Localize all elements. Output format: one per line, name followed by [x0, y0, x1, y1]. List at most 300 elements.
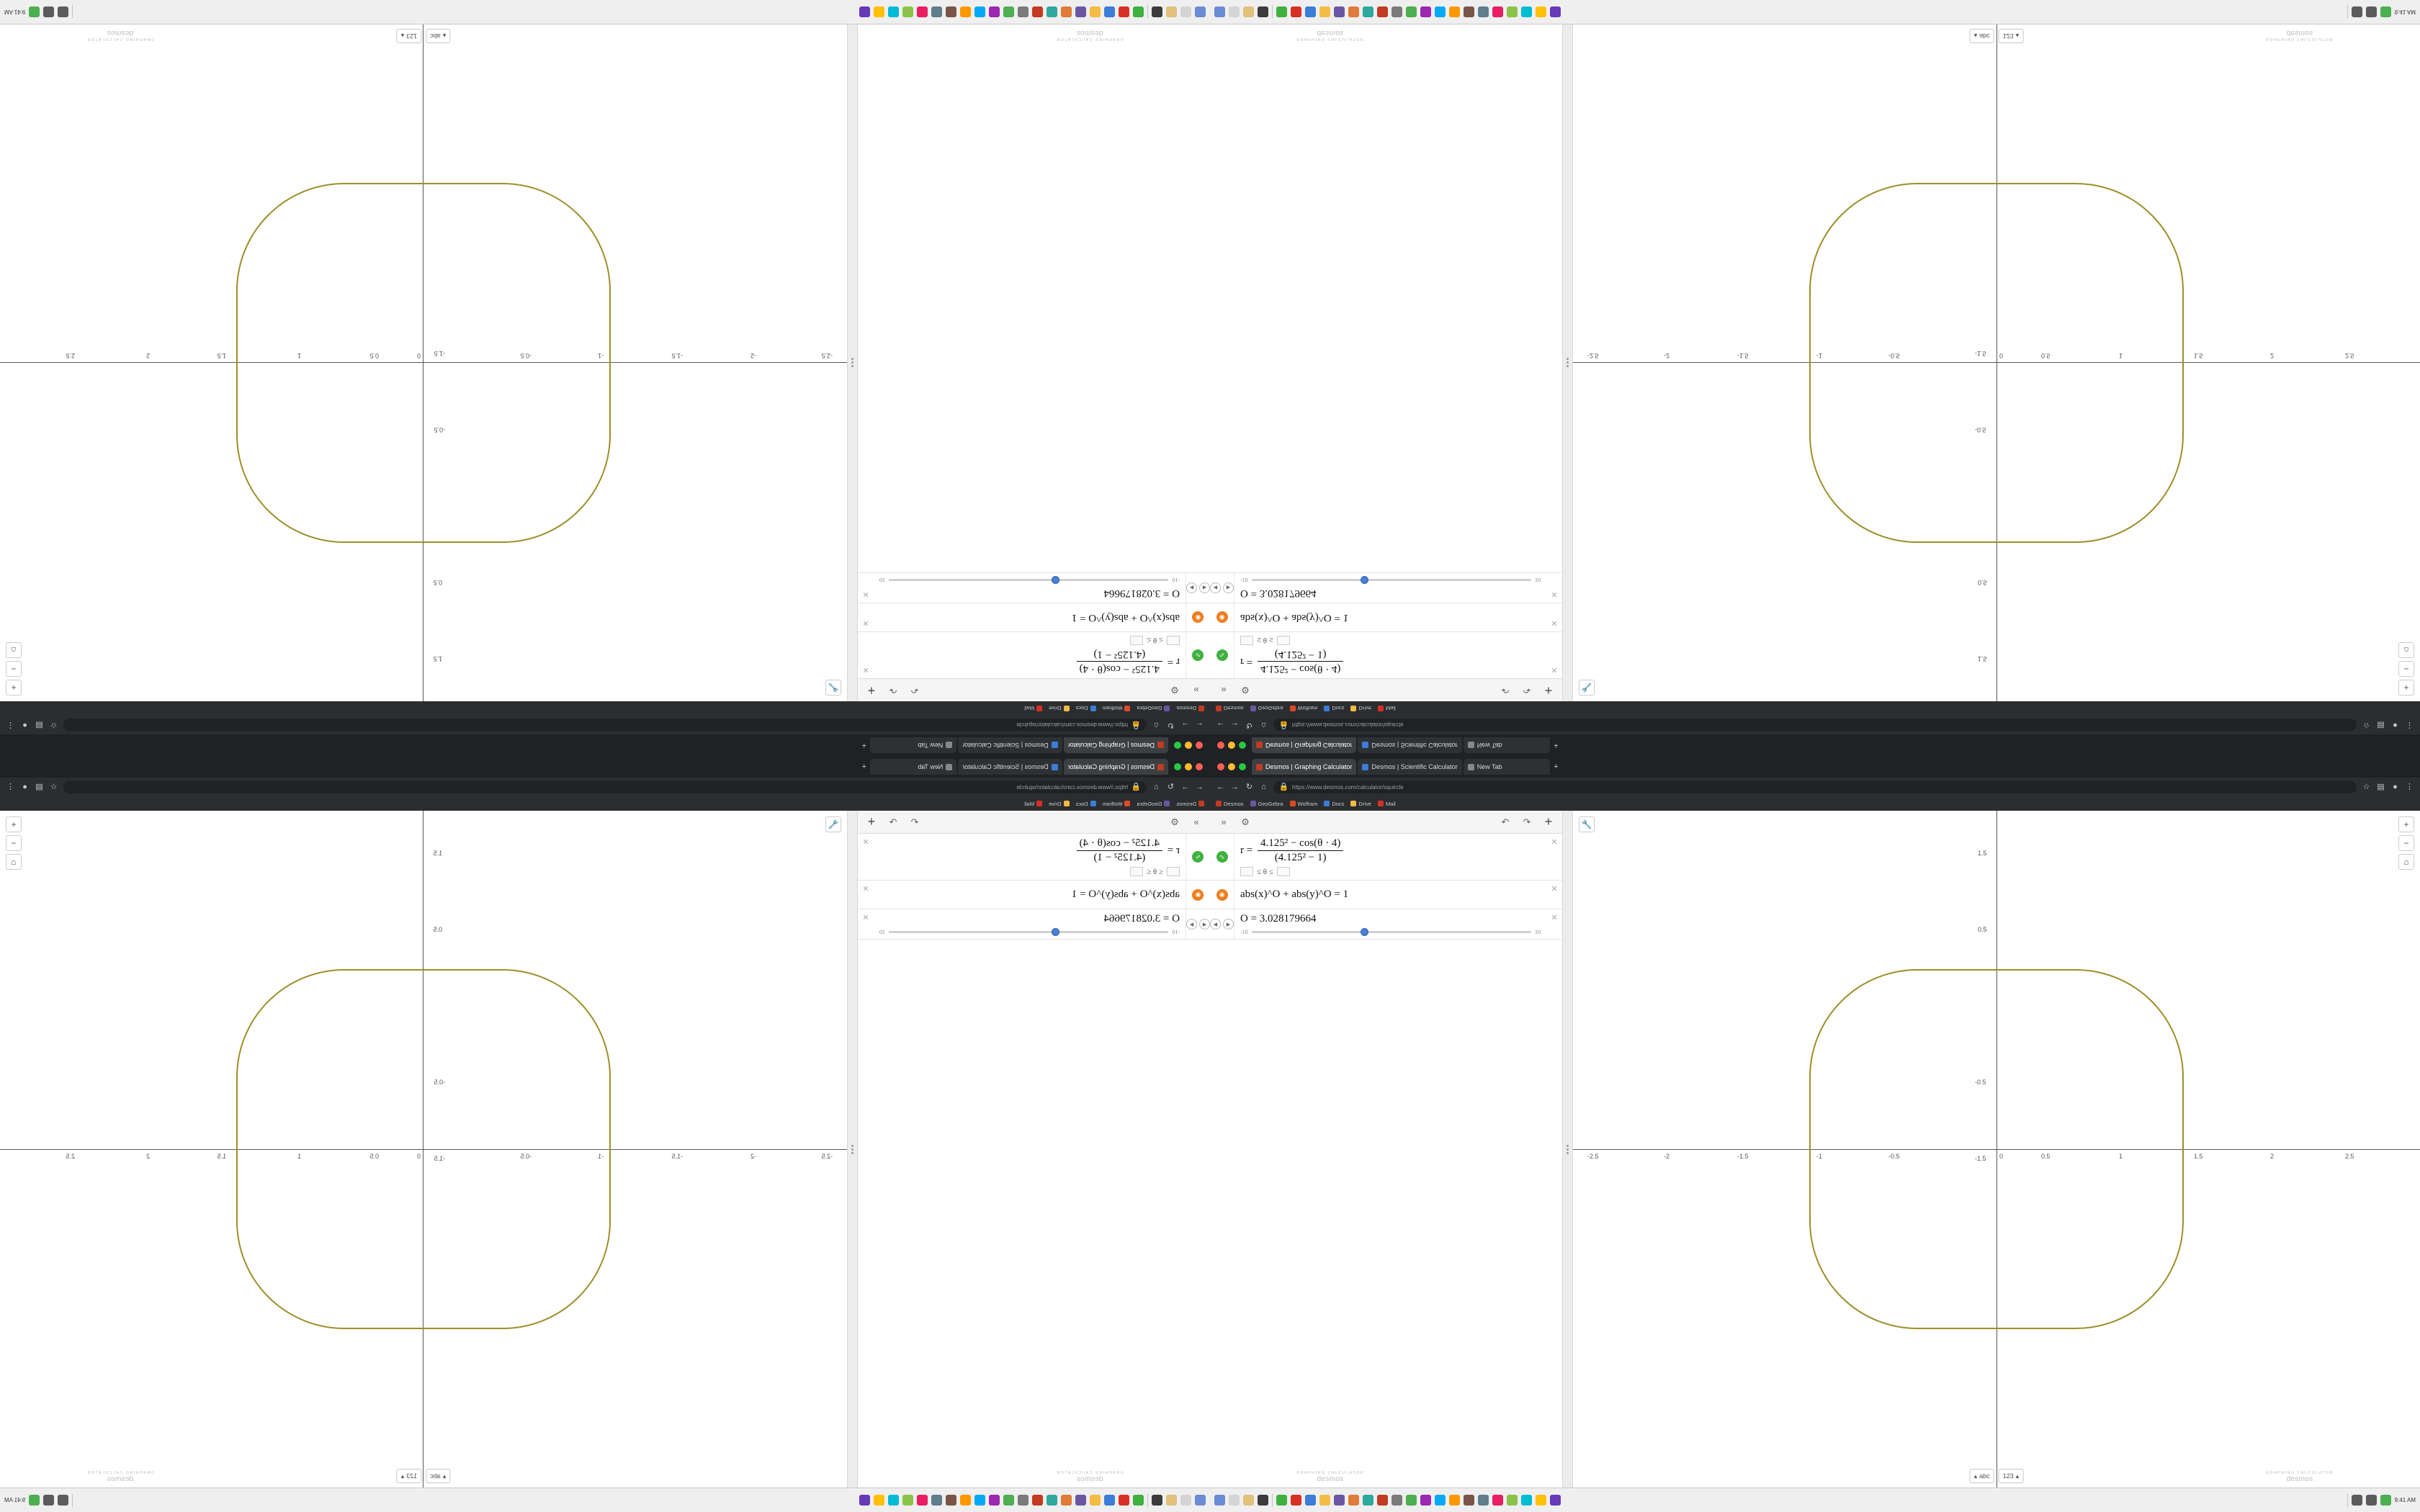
app-icon[interactable]	[1449, 1495, 1460, 1506]
forward-arrow-icon[interactable]: →	[1181, 782, 1189, 791]
expression-content-1[interactable]	[1234, 632, 1546, 678]
app-icon[interactable]	[1291, 1495, 1301, 1506]
taskbar-clock[interactable]: 9:41 AM	[4, 1497, 26, 1503]
home-icon[interactable]: ⌂	[1261, 721, 1266, 730]
close-x-icon[interactable]: ✕	[862, 665, 869, 674]
wrench-icon[interactable]: 🔧	[825, 816, 841, 832]
app-icon[interactable]	[1133, 1495, 1144, 1506]
taskbar-left-group[interactable]	[1214, 6, 1273, 19]
app-icon[interactable]	[902, 1495, 913, 1506]
redo-arrow-icon[interactable]: ↷	[889, 685, 897, 696]
step-back-icon[interactable]: ◀	[1199, 582, 1210, 593]
window-controls[interactable]	[1170, 763, 1207, 770]
reload-icon[interactable]: ↻	[1167, 721, 1175, 730]
graph-canvas[interactable]	[0, 24, 847, 701]
expression-row-3[interactable]	[858, 572, 1210, 603]
undo-arrow-icon[interactable]: ↶	[1501, 816, 1510, 827]
app-icon[interactable]	[960, 1495, 971, 1506]
address-bar[interactable]	[1273, 781, 2357, 793]
avatar-icon[interactable]: ●	[2393, 782, 2398, 791]
home-icon[interactable]: ⌂	[2398, 854, 2414, 870]
taskbar-app-icons[interactable]	[76, 1495, 1144, 1506]
expression-content-2[interactable]	[874, 603, 1186, 631]
bookmark-item[interactable]	[1049, 801, 1070, 807]
graph-edit-tools[interactable]	[1579, 816, 1595, 832]
address-bar[interactable]	[63, 719, 1147, 732]
expression-index-2[interactable]	[1186, 603, 1210, 631]
bookmark-item[interactable]	[1216, 706, 1244, 712]
browser-tab-1[interactable]	[958, 737, 1062, 753]
wrench-icon[interactable]: 🔧	[825, 680, 841, 696]
domain-min-field[interactable]	[1167, 636, 1180, 645]
star-icon[interactable]: ☆	[2362, 721, 2370, 730]
expression-row-1[interactable]	[1210, 631, 1562, 678]
app-icon[interactable]	[1363, 1495, 1373, 1506]
keyboard-toggle-bar[interactable]	[397, 1469, 451, 1483]
slider-knob[interactable]	[1361, 928, 1368, 936]
app-icon[interactable]	[1090, 6, 1101, 17]
app-icon[interactable]	[1492, 1495, 1503, 1506]
puzzle-icon[interactable]: ▤	[2377, 721, 2385, 730]
minimize-window-button[interactable]	[1185, 742, 1192, 749]
expression-row-2[interactable]	[1210, 881, 1562, 909]
keyboard-abc-button[interactable]	[426, 29, 450, 43]
files-icon[interactable]	[1166, 1495, 1177, 1506]
app-icon[interactable]	[1133, 6, 1144, 17]
maximize-window-button[interactable]	[1239, 742, 1246, 749]
app-icon[interactable]	[931, 1495, 942, 1506]
polar-curve-icon[interactable]: ∿	[1193, 649, 1204, 661]
graph-zoom-tools[interactable]	[6, 816, 22, 870]
app-icon[interactable]	[1334, 6, 1345, 17]
expression-row-1[interactable]	[858, 834, 1210, 881]
app-icon[interactable]	[1521, 1495, 1532, 1506]
files-icon[interactable]	[1243, 6, 1254, 17]
close-x-icon[interactable]: ✕	[862, 618, 869, 627]
app-icon[interactable]	[931, 6, 942, 17]
close-x-icon[interactable]: ✕	[1551, 665, 1558, 674]
slider-knob[interactable]	[1361, 577, 1368, 585]
apps-grid-icon[interactable]	[1195, 1495, 1206, 1506]
close-x-icon[interactable]: ✕	[1551, 590, 1558, 598]
network-icon[interactable]	[58, 1495, 68, 1506]
window-controls[interactable]	[1213, 742, 1250, 749]
volume-icon[interactable]	[2366, 1495, 2377, 1506]
slider-control[interactable]	[879, 928, 1180, 935]
gear-icon[interactable]: ⚙	[1241, 816, 1250, 827]
step-back-icon[interactable]: ◀	[1199, 919, 1210, 930]
minimize-window-button[interactable]	[1228, 763, 1235, 770]
bookmark-item[interactable]	[1378, 706, 1396, 712]
home-icon[interactable]: ⌂	[1154, 782, 1159, 791]
minus-icon[interactable]: −	[2398, 835, 2414, 851]
redo-arrow-icon[interactable]: ↷	[1523, 816, 1531, 827]
keyboard-abc-button[interactable]	[426, 1469, 450, 1483]
files-icon[interactable]	[1166, 6, 1177, 17]
app-icon[interactable]	[1392, 6, 1402, 17]
terminal-icon[interactable]	[1258, 6, 1268, 17]
bookmark-item[interactable]	[1350, 706, 1371, 712]
minus-icon[interactable]: −	[6, 661, 22, 677]
wrench-icon[interactable]: 🔧	[1579, 816, 1595, 832]
graph-zoom-tools[interactable]	[2398, 642, 2414, 696]
maximize-window-button[interactable]	[1174, 763, 1181, 770]
expression-index-1[interactable]	[1210, 632, 1234, 678]
app-icon[interactable]	[1003, 6, 1014, 17]
keyboard-123-button[interactable]	[397, 1469, 422, 1483]
bookmark-item[interactable]	[1350, 801, 1371, 807]
step-back-icon[interactable]: ◀	[1210, 582, 1221, 593]
slider-rail[interactable]	[1252, 580, 1531, 582]
expression-index-1[interactable]	[1210, 834, 1234, 880]
slider-play-controls[interactable]	[1210, 582, 1234, 593]
browser-tab-0[interactable]	[1252, 737, 1356, 753]
expression-content-1[interactable]	[1234, 834, 1546, 880]
window-controls[interactable]	[1170, 742, 1207, 749]
keyboard-toggle-bar[interactable]	[397, 29, 451, 43]
app-icon[interactable]	[1061, 6, 1072, 17]
browser-tab-0[interactable]	[1064, 759, 1168, 775]
bookmark-item[interactable]	[1378, 801, 1396, 807]
home-icon[interactable]: ⌂	[6, 642, 22, 658]
slider-play-controls[interactable]	[1210, 919, 1234, 930]
chevron-double-right-icon[interactable]: »	[1221, 816, 1227, 827]
polar-curve-icon[interactable]: ∿	[1216, 851, 1228, 863]
browser-tab-2[interactable]	[1464, 759, 1550, 775]
plus-icon[interactable]: +	[2398, 680, 2414, 696]
expression-content-2[interactable]	[874, 881, 1186, 909]
bookmark-item[interactable]	[1103, 706, 1131, 712]
app-icon[interactable]	[874, 1495, 884, 1506]
network-icon[interactable]	[58, 6, 68, 17]
slider-control[interactable]	[879, 577, 1180, 584]
battery-icon[interactable]	[29, 1495, 40, 1506]
browser-tab-2[interactable]	[870, 737, 956, 753]
app-icon[interactable]	[1492, 6, 1503, 17]
taskbar-clock[interactable]: 9:41 AM	[2394, 1497, 2416, 1503]
puzzle-icon[interactable]: ▤	[35, 782, 43, 791]
terminal-icon[interactable]	[1258, 1495, 1268, 1506]
expression-index-1[interactable]	[1186, 834, 1210, 880]
implicit-curve-icon[interactable]: ◉	[1216, 612, 1228, 624]
panel-resize-handle[interactable]	[1563, 24, 1573, 701]
expression-index-2[interactable]	[1210, 881, 1234, 909]
puzzle-icon[interactable]: ▤	[2377, 782, 2385, 791]
app-icon[interactable]	[1536, 1495, 1546, 1506]
expression-content-3[interactable]	[1234, 909, 1546, 939]
chevron-double-right-icon[interactable]: »	[1193, 685, 1199, 696]
bookmark-item[interactable]	[1103, 801, 1131, 807]
puzzle-icon[interactable]: ▤	[35, 721, 43, 730]
chevron-double-right-icon[interactable]: »	[1193, 816, 1199, 827]
info-icon[interactable]	[1229, 6, 1240, 17]
expression-content-3[interactable]	[874, 573, 1186, 603]
close-window-button[interactable]	[1217, 763, 1224, 770]
minimize-window-button[interactable]	[1185, 763, 1192, 770]
chevron-double-right-icon[interactable]: »	[1221, 685, 1227, 696]
app-icon[interactable]	[1536, 6, 1546, 17]
expression-row-1[interactable]	[1210, 834, 1562, 881]
app-icon[interactable]	[1363, 6, 1373, 17]
taskbar-clock[interactable]: 9:41 AM	[4, 9, 26, 15]
add-expression-button[interactable]: +	[1544, 683, 1553, 698]
new-tab-button[interactable]: +	[1554, 741, 1559, 750]
play-icon[interactable]: ▶	[1223, 919, 1234, 930]
slider-control[interactable]	[1240, 577, 1541, 584]
browser-tab-1[interactable]	[1358, 759, 1461, 775]
expression-row-3[interactable]	[858, 909, 1210, 940]
reload-icon[interactable]: ↻	[1167, 782, 1175, 791]
implicit-curve-icon[interactable]: ◉	[1193, 889, 1204, 901]
app-icon[interactable]	[1435, 6, 1446, 17]
taskbar-app-icons[interactable]	[1276, 6, 2344, 17]
step-back-icon[interactable]: ◀	[1210, 919, 1221, 930]
app-icon[interactable]	[1305, 6, 1316, 17]
app-icon[interactable]	[1319, 6, 1330, 17]
polar-domain[interactable]	[1240, 636, 1541, 645]
app-icon[interactable]	[1550, 1495, 1561, 1506]
browser-tab-1[interactable]	[958, 759, 1062, 775]
back-arrow-icon[interactable]: ←	[1196, 782, 1204, 791]
terminal-icon[interactable]	[1152, 6, 1162, 17]
keyboard-abc-button[interactable]	[1970, 29, 1994, 43]
app-icon[interactable]	[1104, 6, 1115, 17]
files-icon[interactable]	[1243, 1495, 1254, 1506]
apps-grid-icon[interactable]	[1195, 6, 1206, 17]
avatar-icon[interactable]: ●	[22, 721, 27, 730]
expression-index-3[interactable]	[1210, 909, 1234, 939]
app-icon[interactable]	[960, 6, 971, 17]
apps-grid-icon[interactable]	[1214, 6, 1225, 17]
graph-edit-tools[interactable]	[1579, 680, 1595, 696]
back-arrow-icon[interactable]: ←	[1216, 721, 1224, 730]
app-icon[interactable]	[917, 6, 928, 17]
avatar-icon[interactable]: ●	[2393, 721, 2398, 730]
polar-domain[interactable]	[879, 867, 1180, 876]
domain-min-field[interactable]	[1240, 867, 1253, 876]
bookmark-item[interactable]	[1324, 801, 1344, 807]
kebab-menu-icon[interactable]: ⋮	[6, 782, 14, 791]
play-icon[interactable]: ▶	[1223, 582, 1234, 593]
bookmark-item[interactable]	[1216, 801, 1244, 807]
address-bar[interactable]	[1273, 719, 2357, 732]
browser-tab-2[interactable]	[870, 759, 956, 775]
app-icon[interactable]	[1119, 1495, 1129, 1506]
forward-arrow-icon[interactable]: →	[1181, 721, 1189, 730]
taskbar-right-group[interactable]	[2347, 6, 2416, 19]
bookmark-item[interactable]	[1290, 801, 1318, 807]
taskbar-left-group[interactable]	[1147, 1494, 1206, 1507]
undo-arrow-icon[interactable]: ↶	[910, 685, 919, 696]
app-icon[interactable]	[974, 6, 985, 17]
app-icon[interactable]	[1276, 6, 1287, 17]
reload-icon[interactable]: ↻	[1245, 721, 1253, 730]
slider-control[interactable]	[1240, 928, 1541, 935]
app-icon[interactable]	[1119, 6, 1129, 17]
domain-min-field[interactable]	[1240, 636, 1253, 645]
close-window-button[interactable]	[1217, 742, 1224, 749]
window-controls[interactable]	[1213, 763, 1250, 770]
star-icon[interactable]: ☆	[2362, 782, 2370, 791]
app-icon[interactable]	[1319, 1495, 1330, 1506]
gear-icon[interactable]: ⚙	[1170, 816, 1179, 827]
app-icon[interactable]	[974, 1495, 985, 1506]
expression-content-3[interactable]	[1234, 573, 1546, 603]
app-icon[interactable]	[1392, 1495, 1402, 1506]
slider-play-controls[interactable]	[1186, 919, 1210, 930]
app-icon[interactable]	[1291, 6, 1301, 17]
expression-index-3[interactable]	[1186, 909, 1210, 939]
home-icon[interactable]: ⌂	[2398, 642, 2414, 658]
slider-rail[interactable]	[1252, 931, 1531, 933]
domain-min-field[interactable]	[1167, 867, 1180, 876]
expression-row-3[interactable]	[1210, 572, 1562, 603]
kebab-menu-icon[interactable]: ⋮	[6, 721, 14, 730]
expression-row-1[interactable]	[858, 631, 1210, 678]
app-icon[interactable]	[1032, 1495, 1043, 1506]
back-arrow-icon[interactable]: ←	[1196, 721, 1204, 730]
gear-icon[interactable]: ⚙	[1241, 685, 1250, 696]
bookmark-item[interactable]	[1137, 801, 1170, 807]
bookmark-item[interactable]	[1024, 801, 1042, 807]
app-icon[interactable]	[1507, 1495, 1518, 1506]
maximize-window-button[interactable]	[1239, 763, 1246, 770]
app-icon[interactable]	[1507, 6, 1518, 17]
app-icon[interactable]	[1003, 1495, 1014, 1506]
domain-max-field[interactable]	[1130, 867, 1143, 876]
expression-row-2[interactable]	[858, 603, 1210, 631]
home-icon[interactable]: ⌂	[6, 854, 22, 870]
app-icon[interactable]	[1090, 1495, 1101, 1506]
close-x-icon[interactable]: ✕	[1551, 885, 1558, 894]
plus-icon[interactable]: +	[2398, 816, 2414, 832]
keyboard-abc-button[interactable]	[1970, 1469, 1994, 1483]
app-icon[interactable]	[1550, 6, 1561, 17]
bookmark-item[interactable]	[1290, 706, 1318, 712]
graph-edit-tools[interactable]	[825, 816, 841, 832]
plus-icon[interactable]: +	[6, 816, 22, 832]
info-icon[interactable]	[1180, 1495, 1191, 1506]
expression-content-3[interactable]	[874, 909, 1186, 939]
browser-tab-2[interactable]	[1464, 737, 1550, 753]
expression-index-3[interactable]	[1210, 573, 1234, 603]
minimize-window-button[interactable]	[1228, 742, 1235, 749]
new-tab-button[interactable]: +	[861, 762, 866, 771]
close-x-icon[interactable]: ✕	[1551, 914, 1558, 922]
volume-icon[interactable]	[43, 1495, 54, 1506]
network-icon[interactable]	[2352, 1495, 2362, 1506]
address-bar[interactable]	[63, 781, 1147, 793]
app-icon[interactable]	[874, 6, 884, 17]
add-expression-button[interactable]: +	[1544, 814, 1553, 829]
plus-icon[interactable]: +	[6, 680, 22, 696]
gear-icon[interactable]: ⚙	[1170, 685, 1179, 696]
add-expression-button[interactable]: +	[867, 683, 876, 698]
app-icon[interactable]	[1047, 6, 1057, 17]
avatar-icon[interactable]: ●	[22, 782, 27, 791]
back-arrow-icon[interactable]: ←	[1216, 782, 1224, 791]
forward-arrow-icon[interactable]: →	[1231, 721, 1239, 730]
app-icon[interactable]	[1377, 6, 1388, 17]
play-icon[interactable]: ▶	[1186, 919, 1197, 930]
slider-knob[interactable]	[1052, 928, 1059, 936]
wrench-icon[interactable]: 🔧	[1579, 680, 1595, 696]
app-icon[interactable]	[1348, 1495, 1359, 1506]
bookmark-item[interactable]	[1137, 706, 1170, 712]
expression-index-2[interactable]	[1186, 881, 1210, 909]
graph-canvas[interactable]	[0, 811, 847, 1488]
minus-icon[interactable]: −	[2398, 661, 2414, 677]
panel-resize-handle[interactable]	[847, 811, 857, 1488]
app-icon[interactable]	[859, 6, 870, 17]
close-x-icon[interactable]: ✕	[862, 838, 869, 847]
app-icon[interactable]	[1377, 1495, 1388, 1506]
slider-play-controls[interactable]	[1186, 582, 1210, 593]
app-icon[interactable]	[1478, 6, 1489, 17]
app-icon[interactable]	[888, 6, 899, 17]
polar-curve-icon[interactable]: ∿	[1193, 851, 1204, 863]
expression-content-2[interactable]	[1234, 881, 1546, 909]
implicit-curve-icon[interactable]: ◉	[1216, 889, 1228, 901]
graph-edit-tools[interactable]	[825, 680, 841, 696]
graph-zoom-tools[interactable]	[6, 642, 22, 696]
graph-canvas[interactable]	[1573, 811, 2420, 1488]
close-x-icon[interactable]: ✕	[1551, 618, 1558, 627]
app-icon[interactable]	[1406, 6, 1417, 17]
volume-icon[interactable]	[43, 6, 54, 17]
app-icon[interactable]	[1305, 1495, 1316, 1506]
bookmark-item[interactable]	[1076, 706, 1096, 712]
app-icon[interactable]	[888, 1495, 899, 1506]
battery-icon[interactable]	[2380, 1495, 2391, 1506]
expression-index-3[interactable]	[1186, 573, 1210, 603]
new-tab-button[interactable]: +	[1554, 762, 1559, 771]
info-icon[interactable]	[1229, 1495, 1240, 1506]
expression-content-1[interactable]	[874, 632, 1186, 678]
kebab-menu-icon[interactable]: ⋮	[2406, 721, 2414, 730]
apps-grid-icon[interactable]	[1214, 1495, 1225, 1506]
app-icon[interactable]	[1420, 1495, 1431, 1506]
bookmark-item[interactable]	[1176, 706, 1204, 712]
taskbar-clock[interactable]: 9:41 AM	[2394, 9, 2416, 15]
app-icon[interactable]	[1449, 6, 1460, 17]
expression-row-2[interactable]	[1210, 603, 1562, 631]
taskbar-right-group[interactable]	[2347, 1494, 2416, 1507]
redo-arrow-icon[interactable]: ↷	[889, 816, 897, 827]
close-x-icon[interactable]: ✕	[862, 914, 869, 922]
app-icon[interactable]	[1334, 1495, 1345, 1506]
domain-max-field[interactable]	[1277, 867, 1290, 876]
close-window-button[interactable]	[1196, 742, 1203, 749]
new-tab-button[interactable]: +	[861, 741, 866, 750]
battery-icon[interactable]	[29, 6, 40, 17]
app-icon[interactable]	[1464, 6, 1474, 17]
close-window-button[interactable]	[1196, 763, 1203, 770]
app-icon[interactable]	[1521, 6, 1532, 17]
app-icon[interactable]	[1406, 1495, 1417, 1506]
browser-tab-0[interactable]	[1252, 759, 1356, 775]
home-icon[interactable]: ⌂	[1261, 782, 1266, 791]
bookmark-item[interactable]	[1176, 801, 1204, 807]
star-icon[interactable]: ☆	[50, 721, 58, 730]
app-icon[interactable]	[1420, 6, 1431, 17]
network-icon[interactable]	[2352, 6, 2362, 17]
browser-tab-1[interactable]	[1358, 737, 1461, 753]
domain-max-field[interactable]	[1130, 636, 1143, 645]
volume-icon[interactable]	[2366, 6, 2377, 17]
app-icon[interactable]	[1478, 1495, 1489, 1506]
app-icon[interactable]	[1348, 6, 1359, 17]
